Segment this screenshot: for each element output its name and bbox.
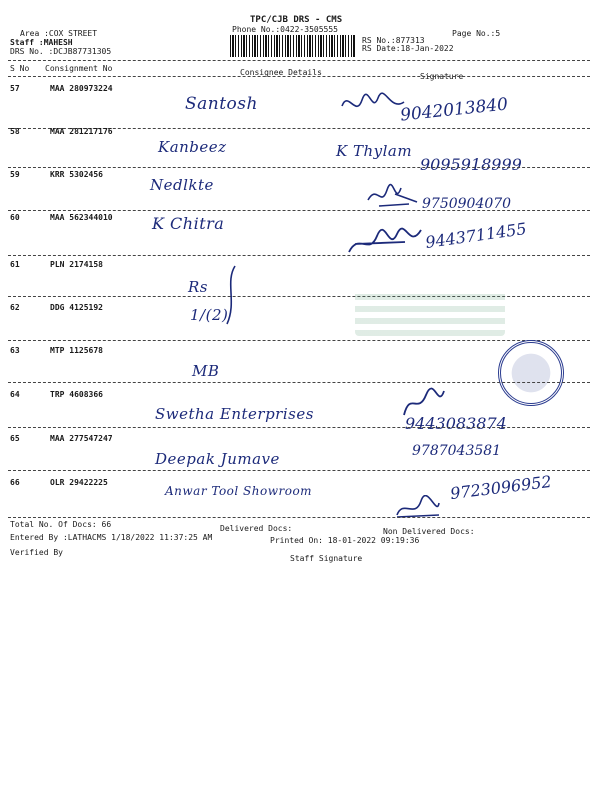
row-57-signature-scribble <box>338 88 408 124</box>
row-divider <box>8 470 590 471</box>
col-header-consignee: Consignee Details <box>240 68 322 77</box>
row-divider <box>8 340 590 341</box>
col-header-sno: S No <box>10 64 30 73</box>
row-61-sno: 61 <box>10 260 20 269</box>
row-divider <box>8 255 590 256</box>
area-field: Area :COX STREET <box>20 29 98 38</box>
row-57-sno: 57 <box>10 84 20 93</box>
row-64-consignee: Swetha Enterprises <box>155 405 314 423</box>
header-rule-bottom <box>8 76 590 77</box>
row-divider <box>8 167 590 168</box>
staff-field: Staff :MAHESH <box>10 38 73 47</box>
footer-rule <box>8 517 590 518</box>
row-60-sno: 60 <box>10 213 20 222</box>
entered-by: Entered By :LATHACMS 1/18/2022 11:37:25 AM <box>10 533 213 542</box>
phone-number: Phone No.:0422-3505555 <box>232 25 338 34</box>
row-61-consignment: PLN 2174158 <box>50 260 103 269</box>
non-delivered-docs: Non Delivered Docs: <box>383 527 475 536</box>
row-divider <box>8 427 590 428</box>
row-63-consignment: MTP 1125678 <box>50 346 103 355</box>
row-57-phone: 9042013840 <box>399 94 509 126</box>
row-59-consignee: Nedlkte <box>150 176 214 194</box>
mirrored-stamp-impression <box>355 290 505 336</box>
barcode <box>230 35 356 57</box>
row-58-consignee: Kanbeez <box>158 138 227 156</box>
row-64-sno: 64 <box>10 390 20 399</box>
col-header-signature: Signature <box>420 72 464 81</box>
row-57-consignment: MAA 280973224 <box>50 84 113 93</box>
drs-number: DRS No. :DCJB87731305 <box>10 47 112 56</box>
total-docs: Total No. Of Docs: 66 <box>10 520 112 529</box>
document-title: TPC/CJB DRS - CMS <box>250 15 343 25</box>
row-60-consignee: K Chitra <box>152 214 225 233</box>
row-59-consignment: KRR 5302456 <box>50 170 103 179</box>
row-64-consignment: TRP 4608366 <box>50 390 103 399</box>
rs-number: RS No.:877313 <box>362 36 425 45</box>
row-divider <box>8 382 590 383</box>
header-rule-top <box>8 60 590 61</box>
verified-by: Verified By <box>10 548 63 557</box>
row-65-sno: 65 <box>10 434 20 443</box>
row-60-phone: 9443711455 <box>424 219 528 252</box>
rs-date: RS Date:18-Jan-2022 <box>362 44 454 53</box>
delivered-docs: Delivered Docs: <box>220 524 293 533</box>
row-60-consignment: MAA 562344010 <box>50 213 113 222</box>
row-63-sno: 63 <box>10 346 20 355</box>
row-58-signature: K Thylam <box>336 142 413 160</box>
row-66-phone: 9723096952 <box>449 471 553 504</box>
company-seal <box>498 340 564 406</box>
row-divider <box>8 210 590 211</box>
col-header-consignment: Consignment No <box>45 64 113 73</box>
row-63-consignee: MB <box>192 362 220 380</box>
row-59-sno: 59 <box>10 170 20 179</box>
row-65-phone: 9787043581 <box>412 443 502 459</box>
printed-on: Printed On: 18-01-2022 09:19:36 <box>270 536 420 545</box>
staff-signature-label: Staff Signature <box>290 554 363 563</box>
row-62-consignment: DDG 4125192 <box>50 303 103 312</box>
row-64-phone: 9443083874 <box>405 414 507 433</box>
row-59-signature-scribble <box>365 180 420 212</box>
row-65-consignee: Deepak Jumave <box>155 450 280 468</box>
row-62-sno: 62 <box>10 303 20 312</box>
row-66-consignee: Anwar Tool Showroom <box>165 484 313 498</box>
page-number: Page No.:5 <box>452 29 501 38</box>
row-58-phone: 9095918999 <box>420 155 522 174</box>
row-65-consignment: MAA 277547247 <box>50 434 113 443</box>
row-66-consignment: OLR 29422225 <box>50 478 108 487</box>
row-58-sno: 58 <box>10 127 20 136</box>
row-59-phone: 9750904070 <box>422 196 512 212</box>
row-58-consignment: MAA 281217176 <box>50 127 113 136</box>
row-61-consignee: Rs <box>188 278 208 296</box>
row-57-consignee: Santosh <box>185 94 258 114</box>
row-62-consignee: 1/(2) <box>190 306 229 324</box>
row-66-sno: 66 <box>10 478 20 487</box>
